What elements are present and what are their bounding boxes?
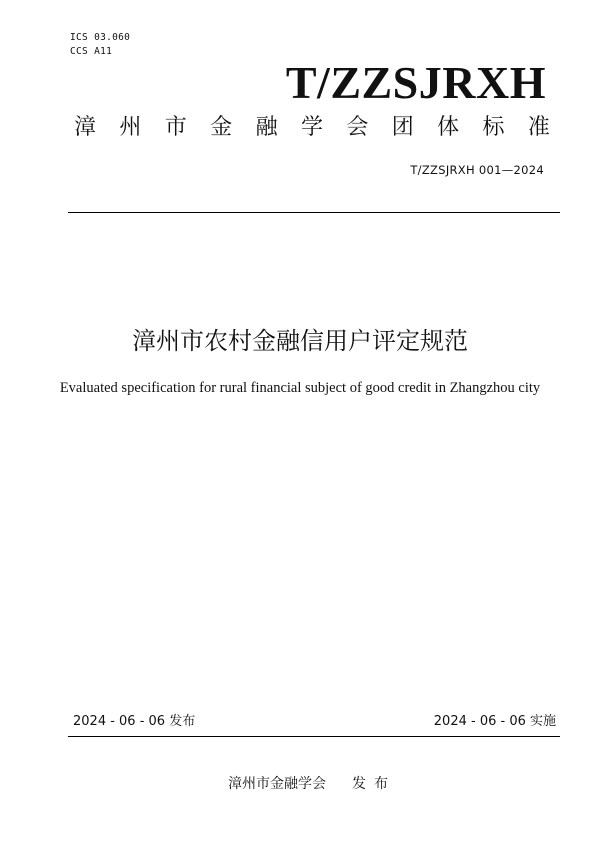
document-title-english: Evaluated specification for rural financial subject of good credit in Zhangzhou city	[59, 380, 541, 396]
standard-prefix: T/ZZSJRXH	[285, 57, 546, 108]
footer-divider	[68, 736, 560, 737]
organization-char: 金	[210, 115, 233, 140]
organization-char: 漳	[74, 115, 97, 140]
organization-char: 会	[346, 115, 369, 140]
issuing-organization: 漳州市金融学会	[228, 776, 326, 792]
classification-codes	[70, 31, 130, 59]
organization-char: 团	[391, 115, 414, 140]
organization-char: 体	[437, 115, 460, 140]
organization-char: 市	[164, 115, 187, 140]
document-number: T/ZZSJRXH 001—2024	[410, 163, 544, 177]
document-title-chinese: 漳州市农村金融信用户评定规范	[132, 327, 468, 355]
organization-char: 融	[255, 115, 278, 140]
implementation-date: 2024 - 06 - 06 实施	[433, 714, 556, 729]
organization-char: 州	[119, 115, 142, 140]
organization-char: 标	[482, 115, 505, 140]
organization-name	[74, 113, 550, 143]
organization-char: 学	[300, 115, 323, 140]
ccs-code: CCS A11	[70, 46, 113, 57]
issue-action: 发布	[352, 776, 396, 792]
release-date: 2024 - 06 - 06 发布	[73, 714, 196, 729]
header-divider	[68, 212, 560, 213]
ics-code: ICS 03.060	[70, 32, 131, 43]
organization-char: 准	[527, 115, 550, 140]
